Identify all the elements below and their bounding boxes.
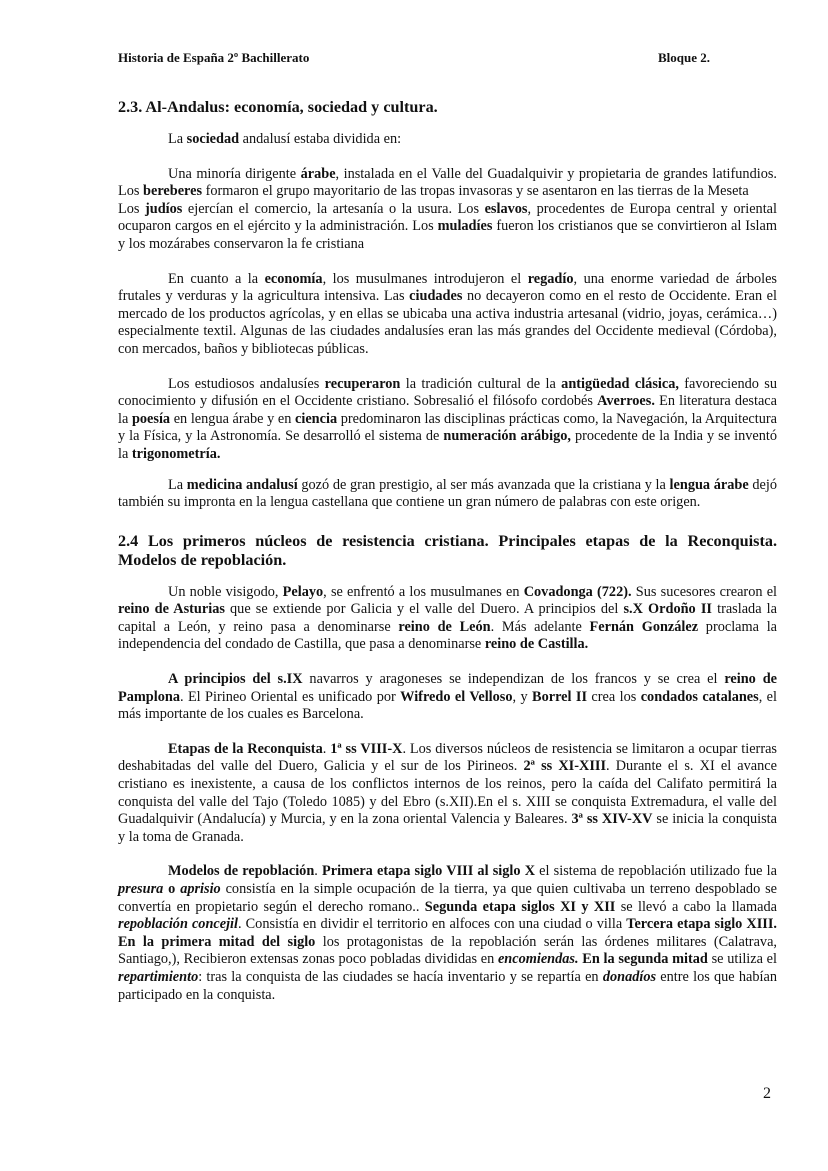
paragraph-minoria-arabe: Una minoría dirigente árabe, instalada en el Valle del Guadalquivir y propietaria de grandes latifundios. Los bereberes formaron el grupo mayoritario de las tropas invasoras y se asentaron en las tierras de la Meseta <box>118 165 777 200</box>
paragraph-judios-eslavos: Los judíos ejercían el comercio, la artesanía o la usura. Los eslavos, procedentes de Europa central y oriental ocuparon cargos en el ejército y la administración. Los muladíes fueron los cristianos que se convirtieron al Islam y los mozárabes conservaron la fe cristiana <box>118 200 777 252</box>
page-body <box>118 98 777 1004</box>
paragraph-economia: En cuanto a la economía, los musulmanes introdujeron el regadío, una enorme variedad de árboles frutales y verduras y la agricultura intensiva. Las ciudades no decayeron como en el resto de Occidente. Eran el mercado de los productos agrícolas, y en ellas se ubicaba una activa industria artesanal (vidrio, joyas, cerámica…) especialmente textil. Algunas de las ciudades andalusíes eran las más grandes del Occidente medieval (Córdoba), con mercados, baños y bibliotecas públicas. <box>118 270 778 357</box>
header-block-label: Bloque 2. <box>657 50 710 65</box>
paragraph-cultura: Los estudiosos andalusíes recuperaron la tradición cultural de la antigüedad clásica, favoreciendo su conocimiento y difusión en el Occidente cristiano. Sobresalió el filósofo cordobés Averroes. En literatura destaca la poesía en lengua árabe y en ciencia predominaron las disciplinas prácticas como, la Navegación, la Arquitectura y la Física, y la Astronomía. Se desarrolló el sistema de numeración arábigo, procedente de la India y se inventó la trigonometría. <box>118 375 777 462</box>
header-course-title: Historia de España 2º Bachillerato <box>118 50 310 65</box>
paragraph-medicina: La medicina andalusí gozó de gran prestigio, al ser más avanzada que la cristiana y la lengua árabe dejó también su impronta en la lengua castellana que contiene un gran número de palabras con este origen. <box>118 476 777 511</box>
section-title-reconquista: 2.4 Los primeros núcleos de resistencia cristiana. Principales etapas de la Reconquista. Modelos de repoblación. <box>118 531 777 569</box>
paragraph-pamplona: A principios del s.IX navarros y aragoneses se independizan de los francos y se crea el reino de Pamplona. El Pirineo Oriental es unificado por Wifredo el Velloso, y Borrel II crea los condados catalanes, el más importante de los cuales es Barcelona. <box>118 671 777 723</box>
paragraph-sociedad-intro: La sociedad andalusí estaba dividida en: <box>168 131 402 147</box>
paragraph-modelos-repoblacion: Modelos de repoblación. Primera etapa siglo VIII al siglo X el sistema de repoblación utilizado fue la presura o aprisio consistía en la simple ocupación de la tierra, ya que quien cultivaba un terreno despoblado se convertía en propietario según el derecho romano.. Segunda etapa siglos XI y XII se llevó a cabo la llamada repoblación concejil. Consistía en dividir el territorio en alfoces con una ciudad o villa Tercera etapa siglo XIII. En la primera mitad del siglo los protagonistas de la repoblación serán las órdenes militares (Calatrava, Santiago,), Recibieron extensas zonas poco pobladas divididas en encomiendas. En la segunda mitad se utiliza el repartimiento: tras la conquista de las ciudades se hacía inventario y se repartía en donadíos entre los que habían participado en la conquista. <box>118 863 777 1003</box>
paragraph-pelayo: Un noble visigodo, Pelayo, se enfrentó a los musulmanes en Covadonga (722). Sus sucesores crearon el reino de Asturias que se extiende por Galicia y el valle del Duero. A principios del s.X Ordoño II traslada la capital a León, y reino pasa a denominarse reino de León. Más adelante Fernán González proclama la independencia del condado de Castilla, que pasa a denominarse reino de Castilla. <box>118 583 778 653</box>
paragraph-etapas-reconquista: Etapas de la Reconquista. 1ª ss VIII-X. Los diversos núcleos de resistencia se limitaron a ocupar tierras deshabitadas del valle del Duero, Galicia y el sur de los Pirineos. 2ª ss XI-XIII. Durante el s. XI el avance cristiano es inexistente, a causa de los conflictos internos de los reinos, pero la caída del Califato permitirá la conquista del valle del Tajo (Toledo 1085) y del Ebro (s.XII).En el s. XIII se conquista Extremadura, el valle del Guadalquivir (Andalucía) y Murcia, y en la zona oriental Valencia y Baleares. 3ª ss XIV-XV se inicia la conquista y la toma de Granada. <box>118 740 777 845</box>
section-title-al-andalus: 2.3. Al-Andalus: economía, sociedad y cultura. <box>118 98 438 116</box>
page-number: 2 <box>763 1085 771 1102</box>
